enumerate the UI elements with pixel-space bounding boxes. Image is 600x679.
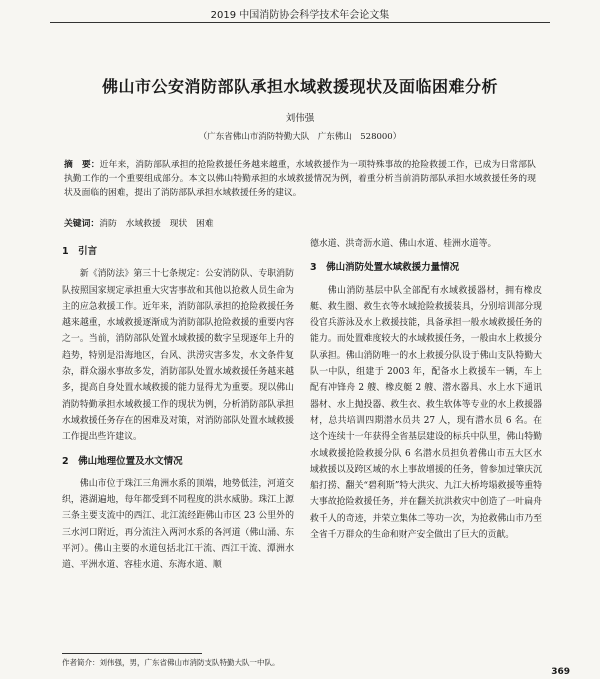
author-footnote: 作者简介：刘伟强，男，广东省佛山市消防支队特勤大队一中队。 [62,658,280,667]
abstract-label: 摘 要： [64,160,100,170]
paper-title: 佛山市公安消防部队承担水域救援现状及面临困难分析 [101,77,498,96]
abstract [64,158,536,200]
section-3-paragraph: 佛山消防基层中队全部配有水域救援器材，拥有橡皮艇、救生圈、救生衣等水域抢险救援装具，分别培训部分现役官兵游泳及水上救援技能，具备承担一般水域救援任务的能力。而处置难度较大的水域救援任务，一般由水上救援分队承担。佛山消防唯一的水上救援分队设于佛山支队特勤大队一中队，组建于 2003 年，配备水上救援车一辆，车上配有冲锋舟 2 艘、橡皮艇 2 艘、潜水器具、水上水下通讯器材、水上抛投器、救生衣、救生软体等专业的水上救援器材，总共培训四期潜水员共 27 人，现有潜水员 6 名。在这个连续十一年获得全省基层建设的标兵中队里，佛山特勤水域救援抢险救援分队 6 名潜水员担负着佛山市五大区水域救援以及跨区域的水上事故增援的任务，曾参加过肇庆沉船打捞、翻关“碧利斯”特大洪灾、九江大桥垮塌救援等重特大事故抢险救援任务，并在翻关抗洪救灾中创造了一叶扁舟救千人的奇迹，并荣立集体二等功一次，为抢救佛山市乃至全省千万群众的生命和财产安全做出了巨大的贡献。 [310,285,542,541]
section-2-paragraph: 佛山市位于珠江三角洲水系的顶端，地势低洼，河道交织，港湖遍地，每年都受到不同程度的洪水威胁。珠江上源三条主要支流中的西江、北江流经距佛山市区 23 公里外的三水河口附近，再分流注入两河水系的各河道（佛山涌、东平河）。佛山主要的水道包括北江干流、西江干流、潭洲水道、平洲水道、容桂水道、东海水道、顺 [62,478,294,571]
section-1-paragraph: 新《消防法》第三十七条规定：公安消防队、专职消防队按照国家规定承担重大灾害事故和其他以抢救人员生命为主的应急救援工作。近年来，消防部队承担的抢险救援任务越来越重，水域救援逐渐成为消防部队抢险救援的重要内容之一。当前，消防部队处置水域救援的数字呈现逐年上升的趋势，特别是沿海地区，台风、洪涝灾害多发，水文条件复杂，群众溺水事故多发，消防部队处置水域救援任务越来越多，提高自身处置水域救援的能力显得尤为重要。现以佛山消防特勤承担水域救援工作的现状为例，分析消防部队承担水域救援任务存在的困难及对策，对消防部队处置水域救援工作提出些许建议。 [62,269,294,443]
section-2-heading: 2 佛山地理位置及水文情况 [62,455,183,467]
section-1-heading: 1 引言 [62,246,98,257]
abstract-text: 近年来，消防部队承担的抢险救援任务越来越重，水域救援作为一项特殊事故的抢险救援工作，已成为日常部队执勤工作的一个重要组成部分。本文以佛山特勤承担的水域救援情况为例，着重分析当前消防部队承担水域救援任务的现状及面临的困难，提出了消防部队承担水域救援任务的建议。 [64,160,536,198]
author-name: 刘伟强 [285,113,315,124]
footnote-rule [62,653,202,654]
keywords-text: 消防 水域救援 现状 困难 [99,219,214,229]
keywords [64,216,536,229]
left-column [62,236,294,574]
section-3-heading: 3 佛山消防处置水域救援力量情况 [310,262,460,274]
running-header: 2019 中国消防协会科学技术年会论文集 [210,10,390,21]
section-2-paragraph-continued: 德水道、洪奇沥水道、佛山水道、桂洲水道等。 [310,239,497,249]
page-number: 369 [551,667,570,677]
author-affiliation: （广东省佛山市消防特勤大队 广东佛山 528000） [198,132,402,142]
right-column [310,236,542,543]
header-rule [50,22,550,23]
keywords-label: 关键词： [64,219,100,229]
